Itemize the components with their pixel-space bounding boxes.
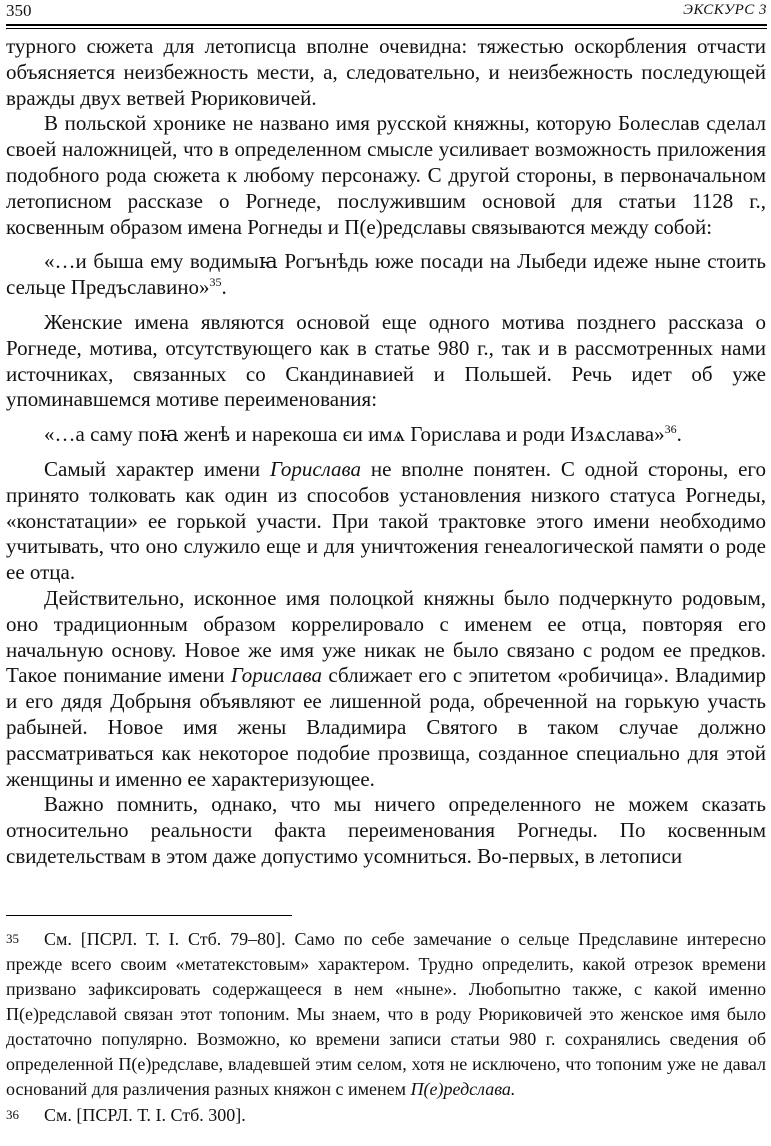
italic-name: Горислава bbox=[230, 663, 322, 688]
quote-1-text: «…и быша ему водимыꙗ Рогънѣдь юже посади на Лыбеди идеже ныне стоить сельце Предъславино» bbox=[6, 249, 766, 300]
paragraph-4: Самый характер имени Горислава не вполне понятен. С одной стороны, его принято толковать как один из способов установления низкого статуса Рогнеды, «констатации» ее горькой участи. При такой трактовке этого имени необходимо учитывать, что оно служило еще и для уничтожения генеалогической памяти о роде ее отца. bbox=[6, 456, 767, 585]
footnote-ref-36[interactable]: 36 bbox=[664, 422, 677, 437]
footnote-number: 35 bbox=[6, 931, 19, 946]
paragraph-3: Женские имена являются основой еще одного мотива позднего рассказа о Рогнеде, мотива, отсутствующего как в статье 980 г., так и в рассмотренных нами источниках, связанных со Скандинавией и Польшей. Речь идет об уже упоминавшемся мотиве переименования: bbox=[6, 309, 766, 412]
running-head: ЭКСКУРС 3 bbox=[683, 2, 767, 18]
page-number: 350 bbox=[6, 1, 32, 20]
footnote-36 bbox=[6, 1102, 766, 1128]
quote-1: «…и быша ему водимыꙗ Рогънѣдь юже посади на Лыбеди идеже ныне стоить сельце Предъславино»$^{35}$. bbox=[6, 249, 766, 300]
quote-2: «…а саму поꙗ женѣ и нарекоша єи имѧ Горислава и роди Изѧслава»$^{36}$. bbox=[44, 422, 682, 447]
body-text bbox=[6, 34, 766, 870]
footnote-separator bbox=[6, 915, 292, 916]
footnote-text: См. [ПСРЛ. Т. I. Стб. 79–80]. Само по себе замечание о сельце Предславине интересно прежде всего своим «метатекстовым» характером. Трудно определить, какой отрезок времени призвано зафиксировать содержащееся в нем «ныне». Любопытно также, с какой именно П(е)редславой связан этот топоним. Мы знаем, что в роду Рюриковичей это женское имя было достаточно популярно. Возможно, ко времени записи статьи 980 г. сохранялись сведения об определенной П(е)редславе, владевшей этим селом, хотя не исключено, что топоним уже не давал оснований для различения разных княжон с именем bbox=[6, 929, 766, 1099]
footnote-italic: П(е)редслава. bbox=[410, 1079, 516, 1099]
footnote-ref-35[interactable]: 35 bbox=[209, 275, 222, 290]
paragraph-6: Важно помнить, однако, что мы ничего определенного не можем сказать относительно реальности факта переименования Рогнеды. По косвенным свидетельствам в этом даже допустимо усомниться. Во-первых, в летописи bbox=[6, 792, 766, 868]
header-rule-thin bbox=[6, 28, 767, 29]
paragraph-1: турного сюжета для летописца вполне очевидна: тяжестью оскорбления отчасти объясняется неизбежность мести, а, следовательно, и неизбежность последующей вражды двух ветвей Рюриковичей. bbox=[6, 34, 766, 110]
footnotes bbox=[6, 926, 766, 1128]
footnote-text: См. [ПСРЛ. Т. I. Стб. 300]. bbox=[44, 1105, 246, 1125]
page-header bbox=[6, 0, 767, 22]
quote-2-text: «…а саму поꙗ женѣ и нарекоша єи имѧ Горислава и роди Изѧслава» bbox=[44, 422, 665, 447]
footnote-35 bbox=[6, 926, 766, 1102]
header-rule-thick bbox=[6, 24, 767, 26]
paragraph-5: Действительно, исконное имя полоцкой княжны было подчеркнуто родовым, оно традиционным образом коррелировало с именем ее отца, повторяя его начальную основу. Новое же имя уже никак не было связано с родом ее предков. Такое понимание имени Горислава сближает его с эпитетом «робичица». Владимир и его дядя Добрыня объявляют ее лишенной рода, обреченной на горькую участь рабыней. Новое имя жены Владимира Святого в таком случае должно рассматриваться как некоторое подобие прозвища, созданное специально для этой женщины и именно ее характеризующее. bbox=[6, 585, 766, 791]
italic-name: Горислава bbox=[269, 456, 362, 481]
footnote-number: 36 bbox=[6, 1107, 19, 1122]
paragraph-2: В польской хронике не названо имя русской княжны, которую Болеслав сделал своей наложницей, что в определенном смысле усиливает возможность приложения подобного рода сюжета к любому персонажу. С другой стороны, в первоначальном летописном рассказе о Рогнеде, послужившим основой для статьи 1128 г., косвенным образом имена Рогнеды и П(е)редславы связываются между собой: bbox=[6, 111, 766, 239]
